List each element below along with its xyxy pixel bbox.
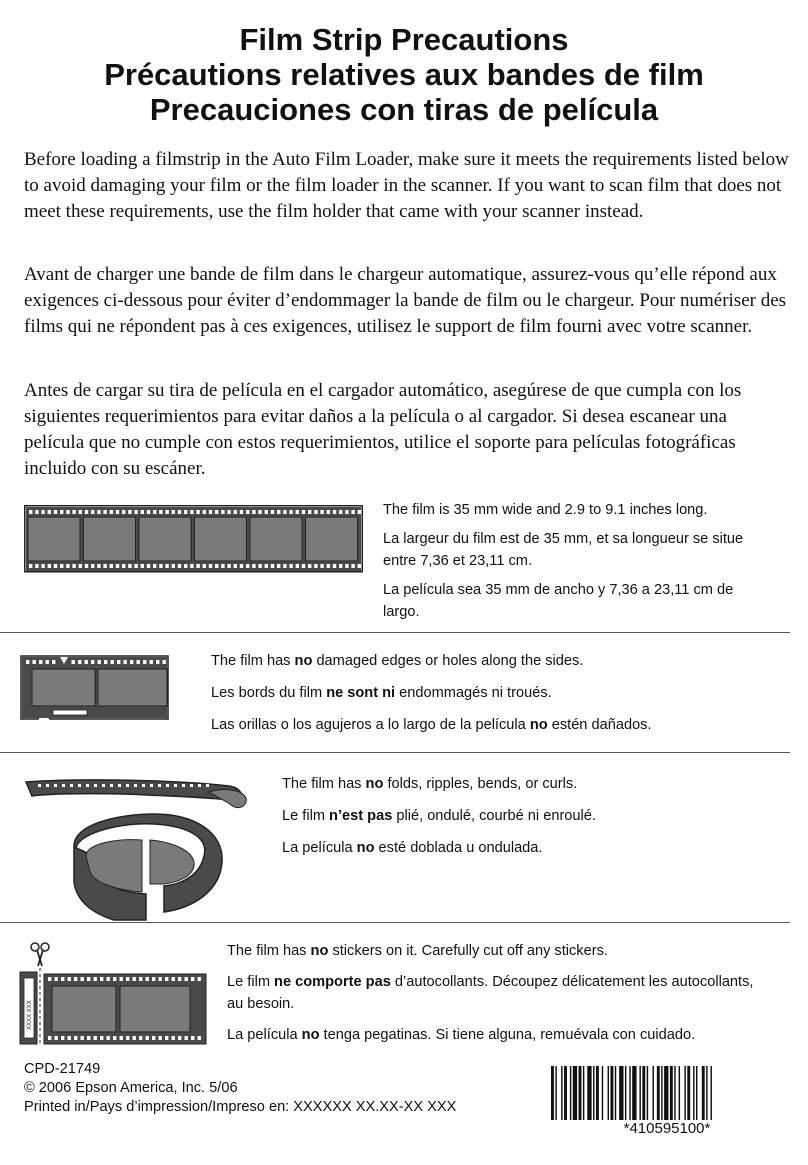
- curled-film-illustration: [24, 772, 260, 922]
- stickers-french: Le film ne comporte pas d’autocollants. Découpez délicatement les autocollants, au besoin.: [227, 974, 754, 1012]
- title-french: Précautions relatives aux bandes de film: [104, 57, 704, 92]
- sticker-label: XXXX XXX: [27, 1000, 33, 1030]
- edges-spanish: Las orillas o los agujeros a lo largo de la película no estén dañados.: [211, 717, 652, 733]
- intro-english: Before loading a filmstrip in the Auto Film Loader, make sure it meets the requirements listed below to avoid damaging your film or the film loader in the scanner. If you want to scan film that does not meet these requirements, use the film holder that came with your scanner instead.: [24, 149, 789, 222]
- product-code: CPD-21749: [24, 1061, 101, 1077]
- size-spanish: La película sea 35 mm de ancho y 7,36 a 23,11 cm de largo.: [383, 582, 734, 620]
- intro-spanish: Antes de cargar su tira de película en el cargador automático, asegúrese de que cumpla con los siguientes requerimientos para evitar daños a la película o al cargador. Si desea escanear una película que no cumple con estos requerimientos, utilice el soporte para películas fotográficas incluido con su escáner.: [24, 380, 742, 479]
- folds-english: The film has no folds, ripples, bends, or curls.: [282, 776, 578, 792]
- stickers-spanish: La película no tenga pegatinas. Si tiene alguna, remuévala con cuidado.: [227, 1027, 696, 1043]
- footer: [24, 1060, 456, 1117]
- damaged-film-illustration: [20, 655, 170, 721]
- section-size-text: [383, 499, 763, 623]
- edges-french: Les bords du film ne sont ni endommagés ni troués.: [211, 685, 552, 701]
- title-block: [0, 22, 808, 127]
- folds-spanish: La película no esté doblada u ondulada.: [282, 840, 543, 856]
- divider: [0, 632, 790, 633]
- barcode: [551, 1066, 783, 1120]
- copyright: © 2006 Epson America, Inc. 5/06: [24, 1080, 238, 1096]
- section-stickers-text: [227, 940, 767, 1046]
- sticker-film-illustration: [18, 940, 208, 1046]
- divider: [0, 752, 790, 753]
- scissors-icon: [31, 943, 49, 966]
- folds-french: Le film n’est pas plié, ondulé, courbé ni enroulé.: [282, 808, 596, 824]
- section-folds-text: [282, 773, 762, 859]
- size-english: The film is 35 mm wide and 2.9 to 9.1 inches long.: [383, 502, 708, 518]
- title-spanish: Precauciones con tiras de película: [149, 92, 659, 127]
- title-english: Film Strip Precautions: [239, 22, 569, 57]
- section-edges-text: [211, 650, 771, 736]
- barcode-number: *410595100*: [623, 1120, 711, 1137]
- printed-in: Printed in/Pays d’impression/Impreso en: XXXXXX XX.XX-XX XXX: [24, 1099, 457, 1115]
- stickers-english: The film has no stickers on it. Carefully cut off any stickers.: [227, 943, 608, 959]
- intro-french: Avant de charger une bande de film dans le chargeur automatique, assurez-vous qu’elle répond aux exigences ci-dessous pour éviter d’endommager la bande de film ou le chargeur. Pour numériser des films qui ne répondent pas à ces exigences, utilisez le support de film fourni avec votre scanner.: [24, 264, 787, 337]
- edges-english: The film has no damaged edges or holes along the sides.: [211, 653, 584, 669]
- filmstrip-illustration: [24, 505, 364, 573]
- size-french: La largeur du film est de 35 mm, et sa longueur se situe entre 7,36 et 23,11 cm.: [383, 531, 744, 569]
- divider: [0, 922, 790, 923]
